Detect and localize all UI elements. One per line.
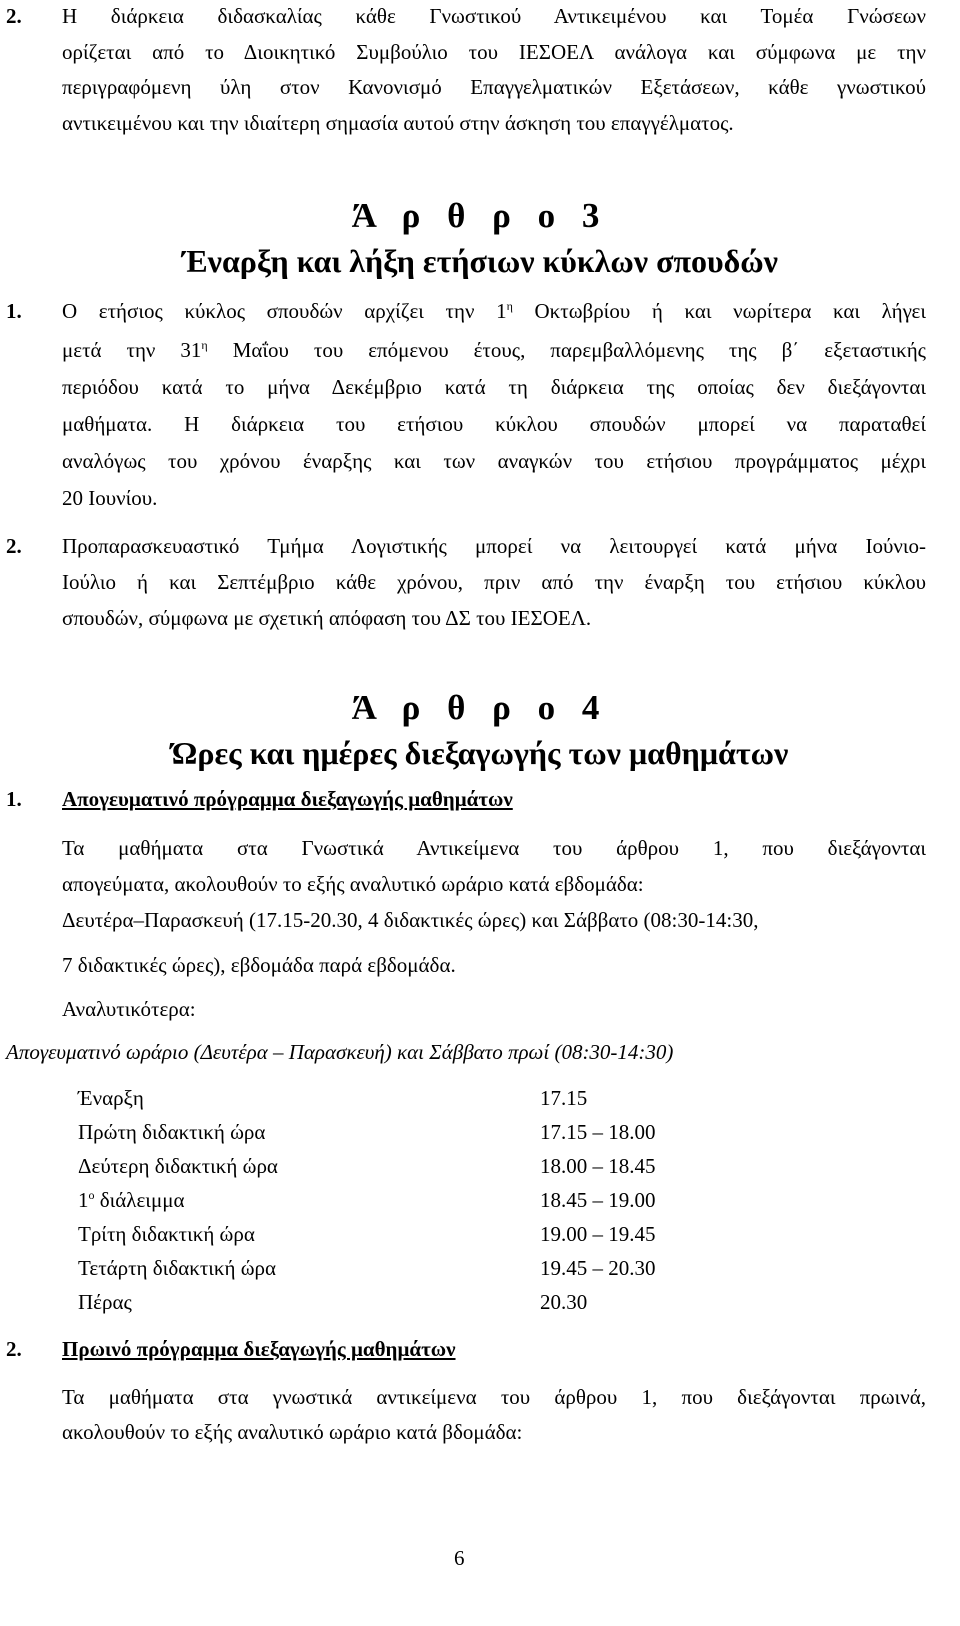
article-title: Έναρξη και λήξη ετήσιων κύκλων σπουδών <box>182 243 778 279</box>
paragraph-line: μετά την $31^\eta$ Μαΐου του επόμενου έτους, παρεμβαλλόμενης της β΄ εξεταστικής <box>62 338 926 362</box>
item-number: 2. <box>6 4 22 28</box>
schedule-time: 18.00 – 18.45 <box>540 1154 656 1178</box>
schedule-label: Έναρξη <box>78 1086 144 1110</box>
item-number: 2. <box>6 534 22 558</box>
schedule-label: Δεύτερη διδακτική ώρα <box>78 1154 278 1178</box>
paragraph-line: Ο ετήσιος κύκλος σπουδών αρχίζει την $1^\eta$ Οκτωβρίου ή και νωρίτερα και λήγει <box>62 299 926 323</box>
schedule-time: 17.15 <box>540 1086 588 1110</box>
section-number: 2. <box>6 1337 22 1361</box>
paragraph-line: 20 Ιουνίου. <box>62 486 158 510</box>
article-heading: Ά ρ θ ρ ο 4 <box>351 688 609 727</box>
page-number: 6 <box>454 1546 465 1570</box>
paragraph-line: Δευτέρα–Παρασκευή (17.15-20.30, 4 διδακτικές ώρες) και Σάββατο (08:30-14:30, <box>62 908 759 932</box>
schedule-label: Πέρας <box>78 1290 132 1314</box>
article-title: Ώρες και ημέρες διεξαγωγής των μαθημάτων <box>171 735 789 771</box>
paragraph-line: Αναλυτικότερα: <box>62 997 196 1021</box>
paragraph-line: Η διάρκεια διδασκαλίας κάθε Γνωστικού Αντικειμένου και Τομέα Γνώσεων <box>62 4 926 28</box>
paragraph-line: αντικειμένου και την ιδιαίτερη σημασία αυτού στην άσκηση του επαγγέλματος. <box>62 111 734 135</box>
paragraph-line: Τα μαθήματα στα Γνωστικά Αντικείμενα του άρθρου 1, που διεξάγονται <box>62 836 926 860</box>
item-number: 1. <box>6 299 22 323</box>
schedule-label: Πρώτη διδακτική ώρα <box>78 1120 266 1144</box>
section-title: Πρωινό πρόγραμμα διεξαγωγής μαθημάτων <box>62 1337 456 1361</box>
schedule-caption: Απογευματινό ωράριο (Δευτέρα – Παρασκευή) και Σάββατο πρωί (08:30-14:30) <box>6 1040 674 1064</box>
paragraph-line: ακολουθούν το εξής αναλυτικό ωράριο κατά βδομάδα: <box>62 1420 523 1444</box>
paragraph-line: περιγραφόμενη ύλη στον Κανονισμό Επαγγελματικών Εξετάσεων, κάθε γνωστικού <box>62 75 926 99</box>
paragraph-line: μαθήματα. Η διάρκεια του ετήσιου κύκλου σπουδών μπορεί να παραταθεί <box>62 412 926 436</box>
schedule-label: Τετάρτη διδακτική ώρα <box>78 1256 277 1280</box>
paragraph-line: απογεύματα, ακολουθούν το εξής αναλυτικό ωράριο κατά εβδομάδα: <box>62 872 644 896</box>
paragraph-line: Τα μαθήματα στα γνωστικά αντικείμενα του άρθρου 1, που διεξάγονται πρωινά, <box>62 1385 926 1409</box>
schedule-label: Τρίτη διδακτική ώρα <box>78 1222 255 1246</box>
paragraph-line: 7 διδακτικές ώρες), εβδομάδα παρά εβδομάδα. <box>62 953 456 977</box>
paragraph-line: αναλόγως του χρόνου έναρξης και των αναγκών του ετήσιου προγράμματος μέχρι <box>62 449 926 473</box>
schedule-time: 19.00 – 19.45 <box>540 1222 656 1246</box>
article-heading: Ά ρ θ ρ ο 3 <box>351 196 609 235</box>
paragraph-line: περιόδου κατά το μήνα Δεκέμβριο κατά τη διάρκεια της οποίας δεν διεξάγονται <box>62 375 926 399</box>
paragraph-line: ορίζεται από το Διοικητικό Συμβούλιο του ΙΕΣΟΕΛ ανάλογα και σύμφωνα με την <box>62 40 926 64</box>
paragraph-line: σπουδών, σύμφωνα με σχετική απόφαση του ΔΣ του ΙΕΣΟΕΛ. <box>62 606 592 630</box>
schedule-time: 19.45 – 20.30 <box>540 1256 656 1280</box>
section-number: 1. <box>6 787 22 811</box>
section-title: Απογευματινό πρόγραμμα διεξαγωγής μαθημάτων <box>62 787 513 811</box>
schedule-time: 18.45 – 19.00 <box>540 1188 656 1212</box>
paragraph-line: Ιούλιο ή και Σεπτέμβριο κάθε χρόνου, πριν από την έναρξη του ετήσιου κύκλου <box>62 570 926 594</box>
schedule-time: 20.30 <box>540 1290 588 1314</box>
schedule-time: 17.15 – 18.00 <box>540 1120 656 1144</box>
paragraph-line: Προπαρασκευαστικό Τμήμα Λογιστικής μπορεί να λειτουργεί κατά μήνα Ιούνιο- <box>62 534 926 558</box>
schedule-label: $1^o$ διάλειμμα <box>78 1188 185 1212</box>
